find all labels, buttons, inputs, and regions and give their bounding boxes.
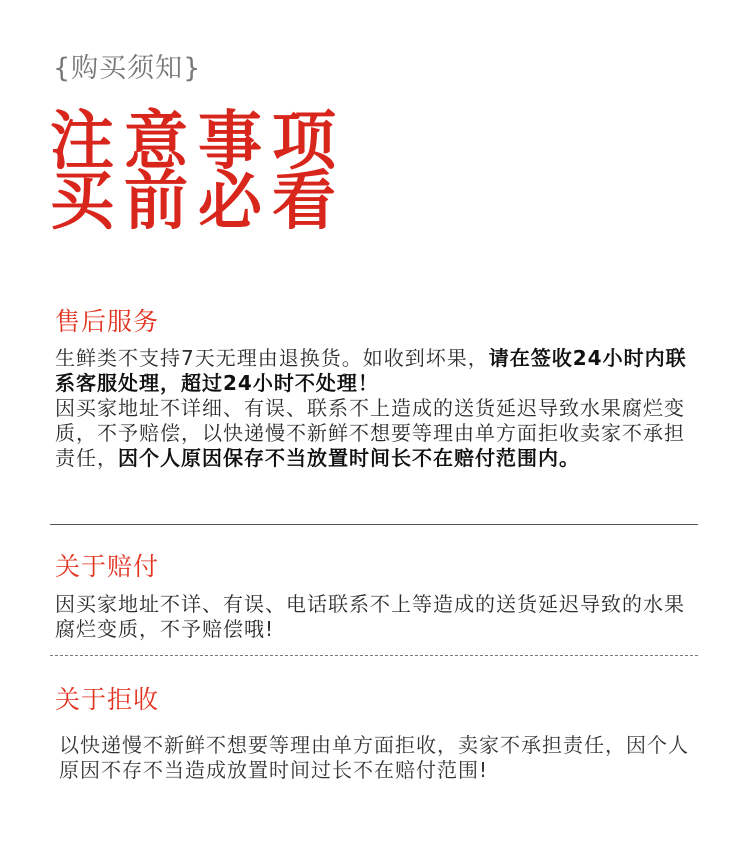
section-title-refusal: 关于拒收 bbox=[55, 685, 160, 714]
purchase-notice-label: {购买须知} bbox=[53, 53, 202, 84]
after-sales-paragraph bbox=[55, 346, 697, 471]
after-sales-bold-2: 因个人原因保存不当放置时间长不在赔付范围内。 bbox=[118, 446, 580, 470]
section-title-after-sales: 售后服务 bbox=[55, 307, 160, 336]
after-sales-text-1: 生鲜类不支持7天无理由退换货。如收到坏果， bbox=[55, 346, 489, 370]
section-title-compensation: 关于赔付 bbox=[55, 552, 160, 581]
headline-read-before-buying: 买前必看 bbox=[50, 165, 346, 239]
after-sales-text-2: 因买家地址不详细、有误、联系不上造成的送货延迟导致水果腐烂变质，不予赔偿，以快递慢不新鲜不想要等理由单方面拒收卖家不承担责任， bbox=[55, 396, 685, 470]
refusal-paragraph: 以快递慢不新鲜不想要等理由单方面拒收，卖家不承担责任，因个人原因不存不当造成放置时间过长不在赔付范围! bbox=[59, 733, 689, 782]
section-divider-solid bbox=[50, 524, 698, 525]
headline-precautions: 注意事项 bbox=[50, 105, 346, 179]
compensation-paragraph: 因买家地址不详、有误、电话联系不上等造成的送货延迟导致的水果腐烂变质，不予赔偿哦! bbox=[55, 592, 685, 641]
section-divider-dashed bbox=[50, 655, 698, 656]
after-sales-bold-1: 请在签收24小时内联系客服处理，超过24小时不处理！ bbox=[55, 346, 687, 395]
